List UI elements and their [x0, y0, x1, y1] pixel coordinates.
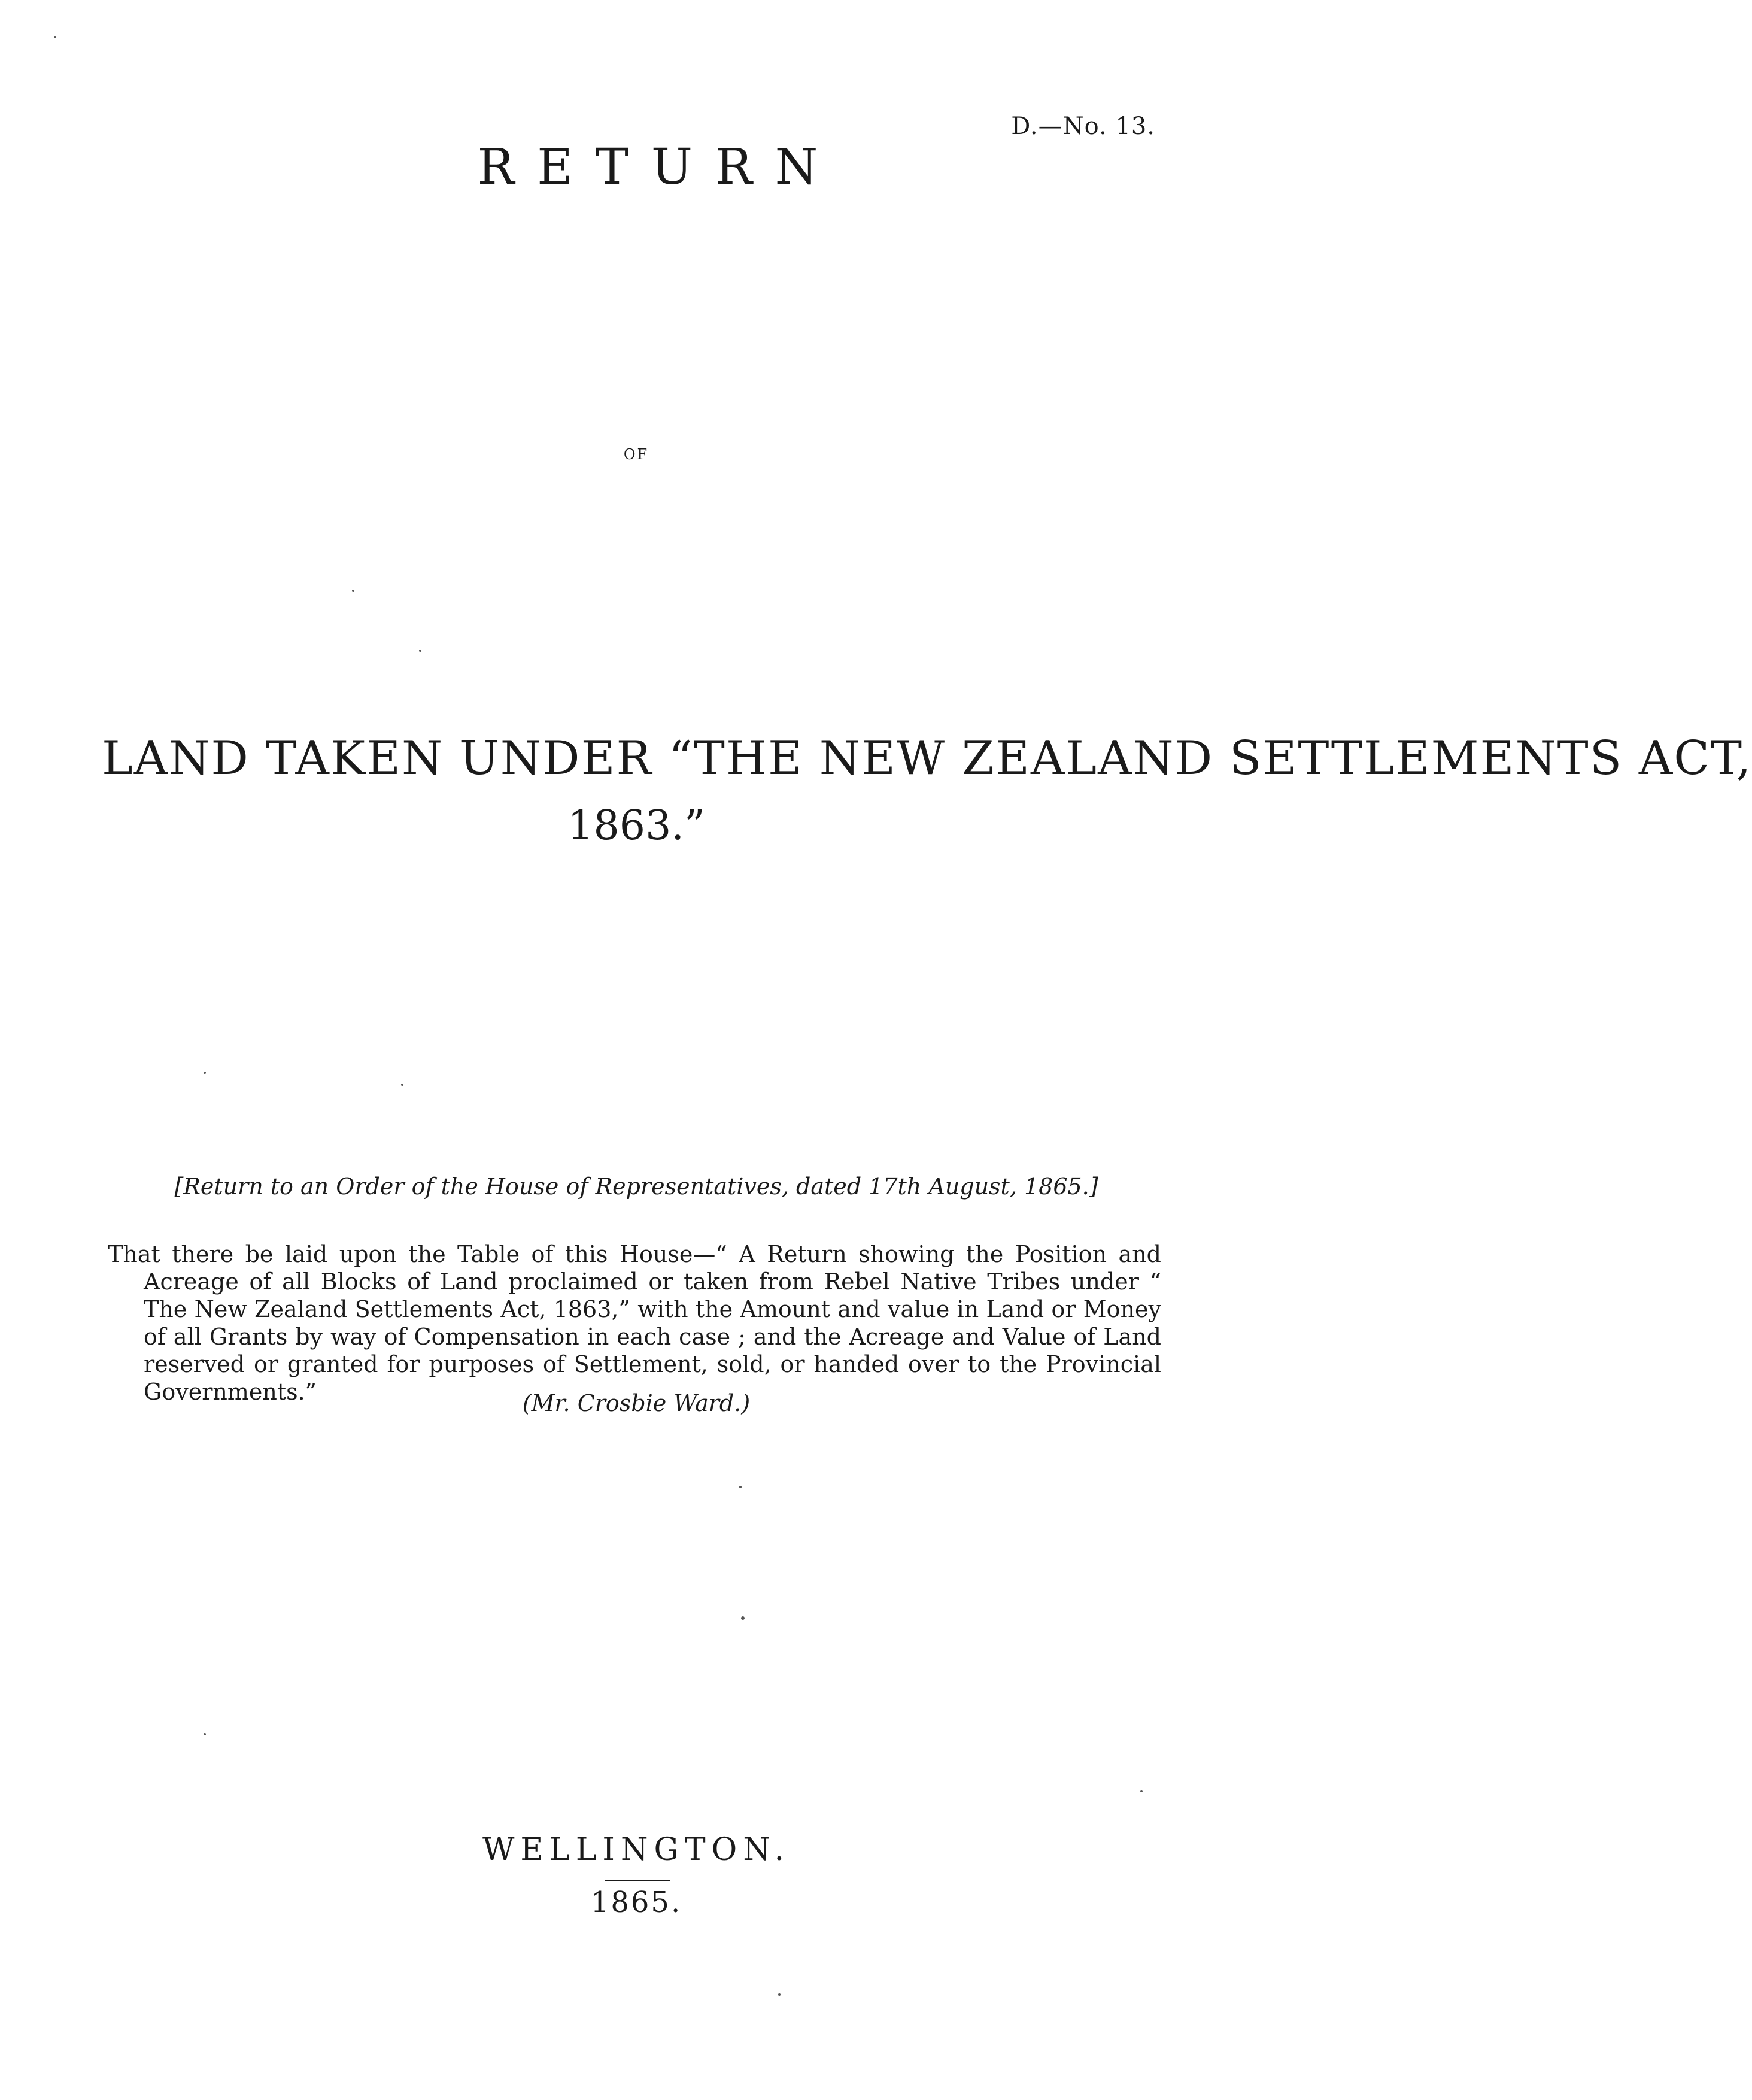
- scan-speck: [204, 1733, 206, 1735]
- paper-reference: D.—No. 13.: [1011, 113, 1155, 140]
- title-connector: OF: [623, 446, 649, 463]
- scan-speck: [1140, 1790, 1143, 1792]
- scan-speck: [778, 1993, 781, 1996]
- scan-speck: [204, 1072, 206, 1074]
- mover-name: (Mr. Crosbie Ward.): [522, 1390, 751, 1416]
- scan-speck: [741, 1616, 745, 1620]
- subject-heading-year: 1863.”: [567, 802, 705, 849]
- scan-speck: [419, 650, 421, 652]
- order-note: [Return to an Order of the House of Representatives, dated 17th August, 1865.]: [174, 1173, 1098, 1200]
- imprint-place: WELLINGTON.: [482, 1832, 791, 1868]
- imprint-year: 1865.: [590, 1886, 682, 1919]
- subject-heading: LAND TAKEN UNDER “THE NEW ZEALAND SETTLEMENTS ACT,: [102, 732, 1752, 785]
- resolution-text: That there be laid upon the Table of this House—“ A Return showing the Position and Acreage of all Blocks of Land proclaimed or taken from Rebel Native Tribes under “ The New Zealand Settlements Act, 1863,” with the Amount and value in Land or Money of all Grants by way of Compensation in each case ; and the Acreage and Value of Land reserved or granted for purposes of Settlement, sold, or handed over to the Provincial Governments.”: [108, 1241, 1161, 1405]
- document-title: RETURN: [477, 139, 841, 196]
- scan-speck: [352, 590, 354, 592]
- scan-speck: [54, 36, 56, 38]
- imprint-rule: [605, 1880, 670, 1881]
- scan-speck: [401, 1084, 403, 1086]
- scan-speck: [739, 1486, 742, 1488]
